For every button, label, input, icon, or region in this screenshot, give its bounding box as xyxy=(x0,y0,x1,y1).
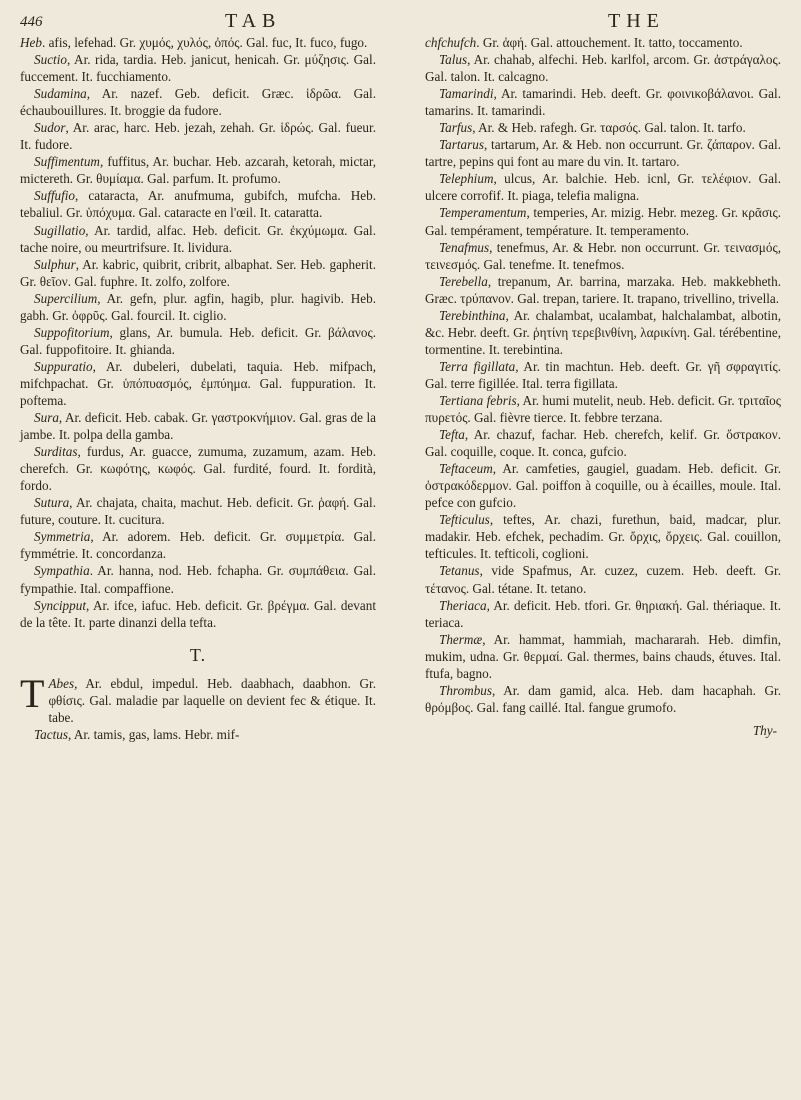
dictionary-entry: Symmetria, Ar. adorem. Heb. deficit. Gr. συμμετρία. Gal. fymmétrie. It. concordanza. xyxy=(20,529,376,562)
entry-headword: chfchufch xyxy=(425,35,477,50)
dictionary-entry: Tefta, Ar. chazuf, fachar. Heb. cherefch, kelif. Gr. ὄστρακον. Gal. coquille, coque. It. conca, gufcio. xyxy=(425,427,781,460)
entry-headword: Terra figillata xyxy=(439,358,516,374)
dictionary-entry: Surditas, furdus, Ar. guacce, zumuma, zuzamum, azam. Heb. cherefch. Gr. κωφότης, κωφός. Gal. furdité, fourd. It. fordità, fordo. xyxy=(20,444,376,494)
entry-headword: Tarfus xyxy=(439,120,473,136)
entry-headword: Surditas xyxy=(34,444,78,460)
entry-headword: Tertiana febris xyxy=(439,392,517,408)
entry-headword: Symmetria xyxy=(34,529,91,545)
entry-headword: Syncipput xyxy=(34,597,87,613)
dictionary-entry: Sutura, Ar. chajata, chaita, machut. Heb. deficit. Gr. ῥαφή. Gal. future, couture. It. cucitura. xyxy=(20,495,376,528)
dictionary-entry: Supercilium, Ar. gefn, plur. agfin, hagib, plur. hagivib. Heb. gabh. Gr. ὀφρῦς. Gal. fourcil. It. ciglio. xyxy=(20,290,376,323)
entry-headword: Suffufio xyxy=(34,188,76,204)
entry-headword: Tefticulus xyxy=(439,512,490,528)
entry-headword: Theriaca xyxy=(439,597,487,613)
dictionary-entry: Telephium, ulcus, Ar. balchie. Heb. icnl, Gr. τελέφιον. Gal. ulcere corrofif. It. piaga, telefia maligna. xyxy=(425,171,781,204)
entry-headword: Suctio xyxy=(34,52,67,68)
dictionary-entry: Sugillatio, Ar. tardid, alfac. Heb. deficit. Gr. ἐκχύμωμα. Gal. tache noire, ou meurtrifsure. It. lividura. xyxy=(20,222,376,255)
entry-headword: Thrombus xyxy=(439,682,493,698)
catchword: Thy- xyxy=(752,722,777,738)
entry-headword: Tetanus xyxy=(439,563,480,579)
dictionary-entry: Terebella, trepanum, Ar. barrina, marzaka. Heb. makkebheth. Græc. τρύπανον. Gal. trepan, tariere. It. trapano, trivellino, trivella. xyxy=(425,273,781,306)
page-number: 446 xyxy=(20,14,43,30)
dictionary-entry: Tenafmus, tenefmus, Ar. & Hebr. non occurrunt. Gr. τεινασμός, τεινεσμός. Gal. tenefme. It. tenefmos. xyxy=(425,239,781,272)
entry-headword: Heb xyxy=(20,35,42,50)
entry-headword: Tactus xyxy=(34,726,68,742)
entry-headword: Thermæ xyxy=(439,631,483,647)
dictionary-entry: Tarfus, Ar. & Heb. rafegh. Gr. ταρσός. Gal. talon. It. tarfo. xyxy=(439,120,746,136)
dictionary-entry: Theriaca, Ar. deficit. Heb. tfori. Gr. θηριακή. Gal. thériaque. It. teriaca. xyxy=(425,597,781,630)
dictionary-entry xyxy=(20,670,376,726)
dictionary-entry: Temperamentum, temperies, Ar. mizig. Hebr. mezeg. Gr. κρᾶσις. Gal. tempérament, température. It. temperamento. xyxy=(425,205,781,238)
dictionary-entry: Tamarindi, Ar. tamarindi. Heb. deeft. Gr. φοινικοβάλανοι. Gal. tamarins. It. tamarindi. xyxy=(425,86,781,119)
dictionary-entry: Teftaceum, Ar. camfeties, gaugiel, guadam. Heb. deficit. Gr. ὀστρακόδερμον. Gal. poiffon à coquille, ou à écailles, moule. Ital. pefce con gufcio. xyxy=(425,461,781,511)
dictionary-entry: Talus, Ar. chahab, alfechi. Heb. karlfol, arcom. Gr. ἀστράγαλος. Gal. talon. It. calcagno. xyxy=(425,52,781,85)
entry-headword: Terebella xyxy=(439,273,488,289)
dictionary-entry: Terra figillata, Ar. tin machtun. Heb. deeft. Gr. γῆ σφραγιτίς. Gal. terre figillée. Ital. terra figillata. xyxy=(425,358,781,391)
dictionary-entry: Syncipput, Ar. ifce, iafuc. Heb. deficit. Gr. βρέγμα. Gal. devant de la tête. It. parte dinanzi della tefta. xyxy=(20,597,376,630)
entry-headword: Suppofitorium xyxy=(34,324,110,340)
entry-headword: Sudamina xyxy=(34,86,87,102)
drop-cap: T xyxy=(20,670,45,716)
dictionary-entry: Suffimentum, fuffitus, Ar. buchar. Heb. azcarah, ketorah, mictar, mictereth. Gr. θυμίαμα. Gal. parfum. It. profumo. xyxy=(20,154,376,187)
entry-headword: Sudor xyxy=(34,120,66,136)
entry-headword: Tamarindi xyxy=(439,86,494,102)
left-head-title: TAB xyxy=(225,10,282,32)
entry-headword: Sugillatio xyxy=(34,222,86,238)
entry-headword: Tefta xyxy=(439,427,465,443)
entry-headword: Sulphur xyxy=(34,256,76,272)
entry-headword: Teftaceum xyxy=(439,461,493,477)
entry-text: Abes, Ar. ebdul, impedul. Heb. daabhach, daabhon. Gr. φθίσις. Gal. maladie par laquelle on devient fec & étique. It. tabe. xyxy=(48,675,376,725)
dictionary-entry: Tactus, Ar. tamis, gas, lams. Hebr. mif- xyxy=(34,726,240,742)
dictionary-entry: Thermæ, Ar. hammat, hammiah, machararah. Heb. dimfin, mukim, udna. Gr. θερμαί. Gal. thermes, bains chauds, étuves. Ital. ftufa, bagno. xyxy=(425,631,781,681)
entry-headword: Terebinthina xyxy=(439,307,506,323)
dictionary-entry: Suffufio, cataracta, Ar. anufmuma, gubifch, mufcha. Heb. tebaliul. Gr. ὑπόχυμα. Gal. cataracte en l'œil. It. cataratta. xyxy=(20,188,376,221)
dictionary-entry: Heb. afis, lefehad. Gr. χυμός, χυλός, ὀπός. Gal. fuc, It. fuco, fugo. xyxy=(20,35,368,50)
left-column xyxy=(20,34,376,743)
dictionary-entry: Suppuratio, Ar. dubeleri, dubelati, taquia. Heb. mifpach, mifchpachat. Gr. ὑπόπυασμός, ἐμπύημα. Gal. fuppuration. It. poftema. xyxy=(20,358,376,408)
dictionary-entry: chfchufch. Gr. ἁφή. Gal. attouchement. It. tatto, toccamento. xyxy=(425,35,743,50)
dictionary-entry: Terebinthina, Ar. chalambat, ucalambat, halchalambat, albotin, &c. Hebr. deeft. Gr. ῥητίνη τερεβινθίνη, λαρικίνη. Gal. térébentine, tormentine. It. terebintina. xyxy=(425,307,781,357)
dictionary-entry: Tartarus, tartarum, Ar. & Heb. non occurrunt. Gr. ζάπαρον. Gal. tartre, pepins qui font au mare du vin. It. tartaro. xyxy=(425,137,781,170)
dictionary-entry: Sympathia. Ar. hanna, nod. Heb. fchapha. Gr. συμπάθεια. Gal. fympathie. Ital. compaffione. xyxy=(20,563,376,596)
section-letter-heading: T. xyxy=(189,644,207,665)
dictionary-entry: Sulphur, Ar. kabric, quibrit, cribrit, albaphat. Ser. Heb. gapherit. Gr. θεῖον. Gal. fuphre. It. zolfo, zolfore. xyxy=(20,256,376,289)
right-head-title: THE xyxy=(608,10,665,32)
entry-headword: Tenafmus xyxy=(439,239,490,255)
entry-headword: Suffimentum xyxy=(34,154,100,170)
dictionary-entry: Suppofitorium, glans, Ar. bumula. Heb. deficit. Gr. βάλανος. Gal. fuppofitoire. It. ghianda. xyxy=(20,324,376,357)
entry-headword: Sura xyxy=(34,410,59,426)
dictionary-entry: Tefticulus, teftes, Ar. chazi, furethun, baid, madcar, plur. madakir. Heb. efchek, pechadim. Gr. ὄρχις, ὄρχεις. Gal. couillon, tefticules. It. tefticoli, coglioni. xyxy=(425,512,781,562)
entry-headword: Talus xyxy=(439,52,468,68)
dictionary-entry: Suctio, Ar. rida, tardia. Heb. janicut, henicah. Gr. μύζησις. Gal. fuccement. It. fucchiamento. xyxy=(20,52,376,85)
running-head xyxy=(0,10,801,34)
entry-headword: Tartarus xyxy=(439,137,484,153)
right-column xyxy=(425,34,781,739)
entry-headword: Sympathia xyxy=(34,563,90,579)
dictionary-entry: Thrombus, Ar. dam gamid, alca. Heb. dam hacaphah. Gr. θρόμβος. Gal. fang caillé. Ital. fangue grumofo. xyxy=(425,682,781,715)
dictionary-entry: Sudor, Ar. arac, harc. Heb. jezah, zehah. Gr. ἱδρώς. Gal. fueur. It. fudore. xyxy=(20,120,376,153)
dictionary-entry: Tertiana febris, Ar. humi mutelit, neub. Heb. deficit. Gr. τριταῖος πυρετός. Gal. fièvre tierce. It. febbre terzana. xyxy=(425,392,781,426)
entry-headword: Temperamentum xyxy=(439,205,527,221)
entry-headword: Telephium xyxy=(439,171,494,187)
entry-headword: Abes xyxy=(48,675,75,691)
entry-headword: Sutura xyxy=(34,495,70,511)
dictionary-entry: Sura, Ar. deficit. Heb. cabak. Gr. γαστροκνήμιον. Gal. gras de la jambe. It. polpa della gamba. xyxy=(20,410,376,443)
entry-headword: Suppuratio xyxy=(34,358,93,374)
dictionary-entry: Sudamina, Ar. nazef. Geb. deficit. Græc. ἱδρῶα. Gal. échaubouillures. It. broggie da fudore. xyxy=(20,86,376,119)
entry-headword: Supercilium xyxy=(34,290,98,306)
dictionary-entry: Tetanus, vide Spafmus, Ar. cuzez, cuzem. Heb. deeft. Gr. τέτανος. Gal. tétane. It. tetano. xyxy=(425,563,781,596)
